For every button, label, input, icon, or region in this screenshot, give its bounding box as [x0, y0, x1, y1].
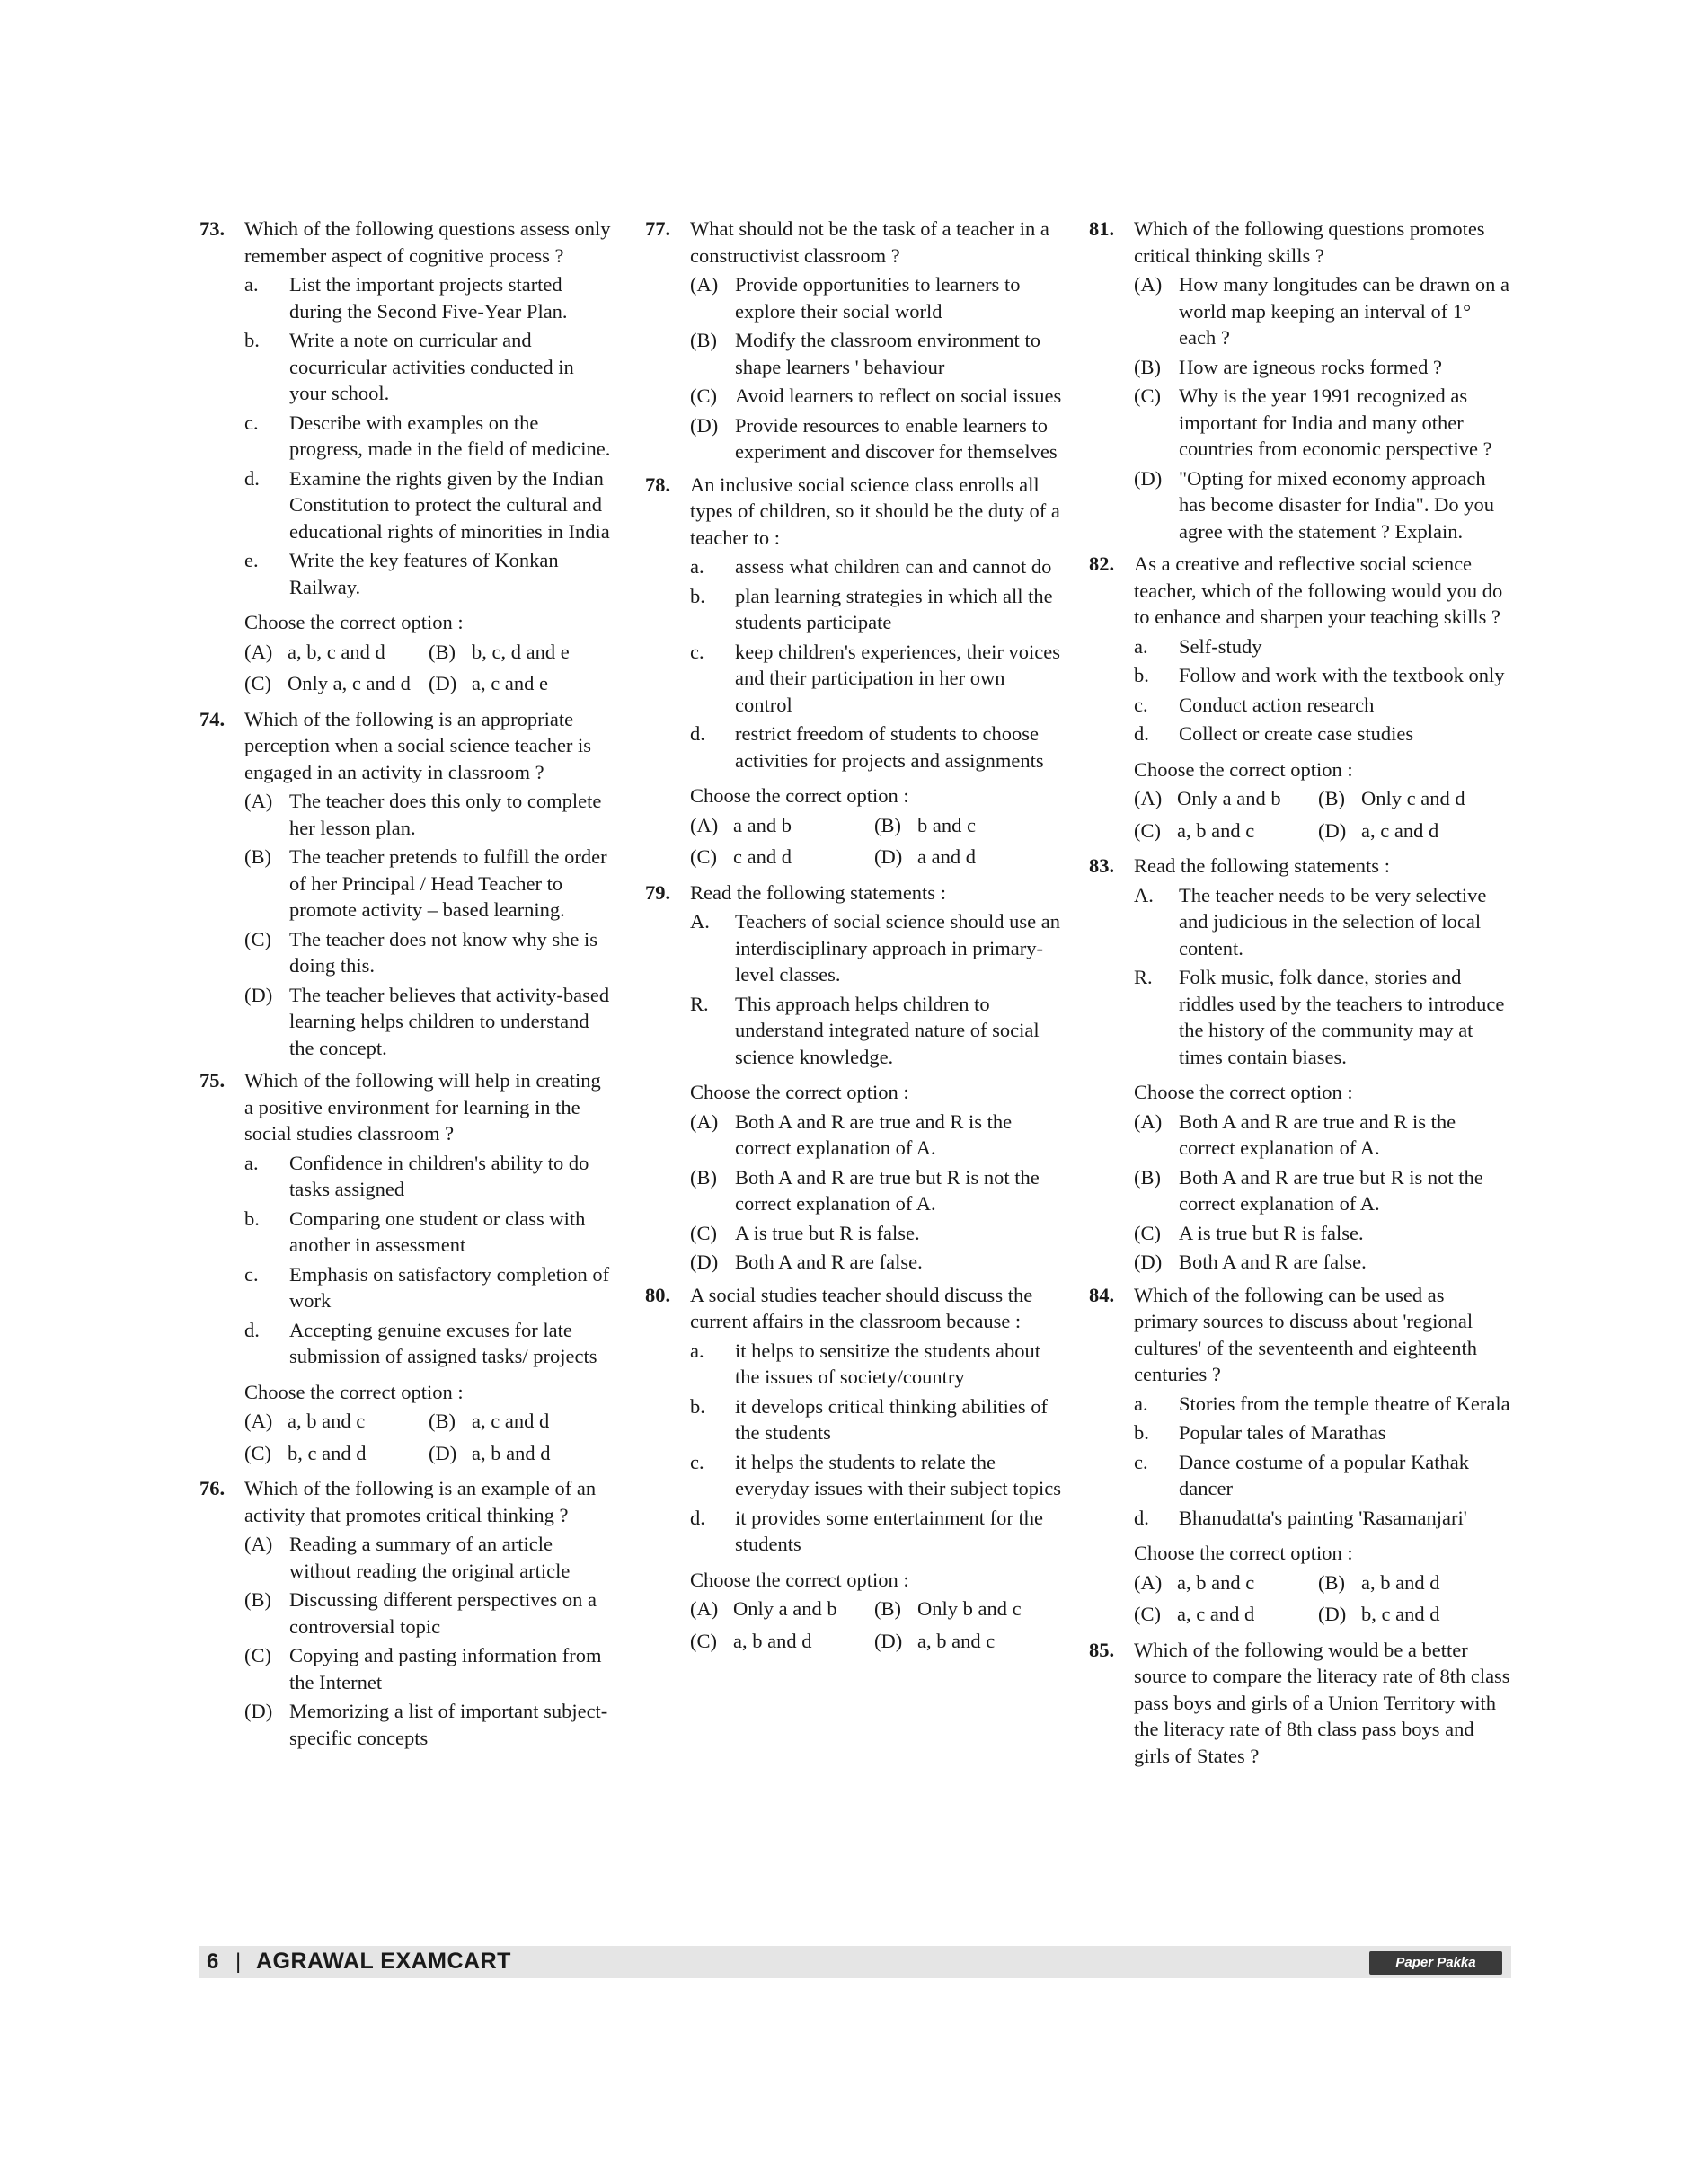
question-number: 82. — [1089, 553, 1115, 575]
answer-option: (D) Memorizing a list of important subject-specific concepts — [244, 1700, 608, 1749]
question-text: What should not be the task of a teacher in a constructivist classroom ? — [690, 217, 1049, 267]
list-item: c. Dance costume of a popular Kathak dancer — [1134, 1450, 1469, 1499]
answer-option: (C) A is true but R is false. — [690, 1221, 920, 1244]
list-item: b. it develops critical thinking abilities of the students — [690, 1394, 1049, 1444]
list-item: c. Emphasis on satisfactory completion of work — [244, 1262, 610, 1312]
question-74 — [199, 706, 615, 1065]
option: (B) b and c — [874, 813, 976, 836]
list-item: d. Collect or create case studies — [1134, 722, 1414, 745]
tagline-badge: Paper Pakka Fasega! — [1369, 1951, 1502, 1975]
list-item: d. Examine the rights given by the Indian Constitution to protect the cultural and educational rights of minorities in India — [244, 466, 610, 543]
question-text: Which of the following can be used as primary sources to discuss about 'regional cultures' of the seventeenth and eighteenth centuries ? — [1134, 1283, 1478, 1385]
brand-logo: AGRAWAL EXAMCART — [256, 1949, 511, 1974]
question-number: 85. — [1089, 1638, 1115, 1661]
question-75 — [199, 1067, 615, 1472]
answer-option: (B) Modify the classroom environment to shape learners ' behaviour — [690, 329, 1040, 378]
question-85 — [1089, 1637, 1511, 1772]
option-row — [690, 1596, 1063, 1622]
list-item: a. it helps to sensitize the students about the issues of society/country — [690, 1339, 1040, 1388]
answer-option: (C) Why is the year 1991 recognized as important for India and many other countries from economic perspective ? — [1134, 385, 1492, 460]
answer-option: (B) How are igneous rocks formed ? — [1134, 355, 1443, 378]
answer-option: (A) How many longitudes can be drawn on a world map keeping an interval of 1° each ? — [1134, 273, 1510, 349]
list-item: a. Stories from the temple theatre of Kerala — [1134, 1392, 1510, 1415]
list-item: a. Self-study — [1134, 634, 1262, 658]
list-item: a. List the important projects started during the Second Five-Year Plan. — [244, 273, 568, 323]
option: (B) a, b and d — [1318, 1570, 1440, 1594]
option-row — [690, 844, 1063, 871]
list-item: c. Describe with examples on the progress, made in the field of medicine. — [244, 411, 611, 460]
question-82 — [1089, 551, 1511, 849]
question-81 — [1089, 216, 1511, 547]
question-number: 79. — [645, 880, 671, 904]
option: (B) Only c and d — [1318, 787, 1465, 809]
option: (A) Only a and b — [690, 1597, 837, 1620]
answer-option: (C) Copying and pasting information from the Internet — [244, 1644, 602, 1693]
option: (C) b, c and d — [244, 1441, 367, 1464]
option: (A) a, b and c — [244, 1410, 366, 1432]
answer-option: (A) The teacher does this only to complete her lesson plan. — [244, 790, 602, 839]
question-number: 81. — [1089, 217, 1115, 240]
question-text: Which of the following questions assess only remember aspect of cognitive process ? — [244, 217, 611, 267]
list-item: d. Accepting genuine excuses for late submission of assigned tasks/ projects — [244, 1318, 597, 1367]
answer-option: (A) Both A and R are true and R is the correct explanation of A. — [1134, 1109, 1456, 1159]
column-2 — [645, 216, 1063, 1663]
question-number: 80. — [645, 1283, 671, 1306]
list-item: b. plan learning strategies in which all the students participate — [690, 584, 1053, 633]
footer-separator: | — [235, 1949, 242, 1974]
question-text: Which of the following questions promotes critical thinking skills ? — [1134, 217, 1485, 267]
option: (D) b, c and d — [1318, 1603, 1440, 1625]
question-text: Read the following statements : — [690, 880, 946, 904]
option: (A) a and b — [690, 813, 792, 836]
option: (D) a, c and e — [429, 672, 548, 694]
choose-instruction: Choose the correct option : — [690, 1568, 909, 1591]
question-number: 84. — [1089, 1283, 1115, 1306]
statement: R. This approach helps children to understand integrated nature of social science knowledge. — [690, 992, 1040, 1068]
question-78 — [645, 472, 1063, 876]
option: (B) Only b and c — [874, 1597, 1022, 1620]
answer-option: (A) Both A and R are true and R is the correct explanation of A. — [690, 1109, 1013, 1159]
choose-instruction: Choose the correct option : — [1134, 1542, 1353, 1564]
statement: A. The teacher needs to be very selective and judicious in the selection of local content. — [1134, 883, 1487, 959]
choose-instruction: Choose the correct option : — [244, 1380, 464, 1403]
question-text: As a creative and reflective social science teacher, which of the following would you do to enhance and sharpen your teaching skills ? — [1134, 553, 1503, 628]
list-item: b. Popular tales of Marathas — [1134, 1421, 1386, 1444]
option-row — [1134, 1601, 1511, 1628]
answer-option: (D) Provide resources to enable learners to experiment and discover for themselves — [690, 413, 1058, 463]
answer-option: (D) The teacher believes that activity-based learning helps children to understand the concept. — [244, 983, 610, 1059]
list-item: c. Conduct action research — [1134, 693, 1375, 716]
statement: R. Folk music, folk dance, stories and riddles used by the teachers to introduce the history of the community may at times contain biases. — [1134, 966, 1505, 1068]
list-item: d. restrict freedom of students to choose activities for projects and assignments — [690, 722, 1044, 772]
answer-option: (D) "Opting for mixed economy approach has become disaster for India". Do you agree with the statement ? Explain. — [1134, 466, 1494, 543]
answer-option: (B) Both A and R are true but R is not the correct explanation of A. — [690, 1165, 1040, 1215]
option: (C) c and d — [690, 845, 792, 868]
option-row — [244, 639, 615, 666]
column-3 — [1089, 216, 1511, 1775]
question-number: 83. — [1089, 854, 1115, 877]
option-row — [1134, 1569, 1511, 1596]
option: (B) a, c and d — [429, 1410, 550, 1432]
question-83 — [1089, 853, 1511, 1278]
option: (B) b, c, d and e — [429, 640, 570, 663]
column-1 — [199, 216, 615, 1757]
question-76 — [199, 1475, 615, 1754]
choose-instruction: Choose the correct option : — [690, 1081, 909, 1103]
list-item: e. Write the key features of Konkan Railway. — [244, 549, 559, 598]
option-row — [244, 1408, 615, 1435]
statement: A. Teachers of social science should use an interdisciplinary approach in primary-level classes. — [690, 910, 1061, 986]
question-text: Which of the following would be a better source to compare the literacy rate of 8th class pass boys and girls of a Union Territory with the literacy rate of 8th class pass boys and girls of States ? — [1134, 1638, 1510, 1767]
question-number: 76. — [199, 1477, 226, 1499]
question-text: Which of the following will help in creating a positive environment for learning in the social studies classroom ? — [244, 1069, 601, 1145]
list-item: b. Follow and work with the textbook only — [1134, 664, 1505, 686]
option: (C) Only a, c and d — [244, 672, 411, 694]
option-row — [244, 670, 615, 697]
question-text: Read the following statements : — [1134, 854, 1390, 877]
question-text: An inclusive social science class enrolls all types of children, so it should be the duty of a teacher to : — [690, 473, 1060, 549]
choose-instruction: Choose the correct option : — [690, 784, 909, 807]
answer-option: (C) A is true but R is false. — [1134, 1221, 1364, 1244]
option-row — [690, 1628, 1063, 1655]
choose-instruction: Choose the correct option : — [244, 611, 464, 633]
answer-option: (D) Both A and R are false. — [1134, 1251, 1367, 1273]
question-text: A social studies teacher should discuss the current affairs in the classroom because : — [690, 1283, 1033, 1332]
answer-option: (B) Both A and R are true but R is not the correct explanation of A. — [1134, 1165, 1483, 1215]
list-item: d. it provides some entertainment for the students — [690, 1506, 1044, 1555]
option: (C) a, c and d — [1134, 1603, 1255, 1625]
option: (A) Only a and b — [1134, 787, 1281, 809]
option: (A) a, b and c — [1134, 1570, 1255, 1594]
option: (C) a, b and c — [1134, 818, 1255, 842]
choose-instruction: Choose the correct option : — [1134, 1081, 1353, 1103]
question-number: 75. — [199, 1069, 226, 1092]
option-row — [690, 812, 1063, 839]
question-84 — [1089, 1282, 1511, 1633]
answer-option: (B) Discussing different perspectives on a controversial topic — [244, 1588, 597, 1638]
answer-option: (D) Both A and R are false. — [690, 1251, 923, 1273]
answer-option: (A) Reading a summary of an article without reading the original article — [244, 1533, 571, 1582]
answer-option: (C) The teacher does not know why she is doing this. — [244, 927, 598, 977]
option: (D) a, b and d — [429, 1441, 551, 1464]
option-row — [1134, 818, 1511, 844]
option-row — [244, 1440, 615, 1467]
page-number: 6 — [207, 1949, 219, 1974]
question-number: 78. — [645, 473, 671, 496]
option: (C) a, b and d — [690, 1629, 812, 1652]
list-item: c. it helps the students to relate the everyday issues with their subject topics — [690, 1450, 1062, 1499]
option: (A) a, b, c and d — [244, 640, 385, 663]
question-number: 74. — [199, 707, 226, 730]
list-item: c. keep children's experiences, their voices and their participation in her own control — [690, 640, 1061, 716]
option: (D) a, b and c — [874, 1629, 996, 1652]
question-77 — [645, 216, 1063, 468]
answer-option: (A) Provide opportunities to learners to explore their social world — [690, 273, 1021, 323]
list-item: d. Bhanudatta's painting 'Rasamanjari' — [1134, 1506, 1467, 1529]
question-number: 77. — [645, 217, 671, 240]
answer-option: (B) The teacher pretends to fulfill the order of her Principal / Head Teacher to promote activity – based learning. — [244, 845, 607, 921]
question-text: Which of the following is an appropriate perception when a social science teacher is engaged in an activity in classroom ? — [244, 707, 592, 783]
question-73 — [199, 216, 615, 703]
question-text: Which of the following is an example of an activity that promotes critical thinking ? — [244, 1477, 597, 1526]
list-item: a. Confidence in children's ability to do tasks assigned — [244, 1151, 589, 1200]
choose-instruction: Choose the correct option : — [1134, 757, 1353, 781]
option: (D) a and d — [874, 845, 976, 868]
answer-option: (C) Avoid learners to reflect on social issues — [690, 385, 1062, 407]
question-79 — [645, 880, 1063, 1278]
list-item: a. assess what children can and cannot do — [690, 555, 1052, 578]
question-number: 73. — [199, 217, 226, 240]
option-row — [1134, 785, 1511, 812]
list-item: b. Write a note on curricular and cocurricular activities conducted in your school. — [244, 329, 574, 404]
list-item: b. Comparing one student or class with another in assessment — [244, 1207, 586, 1256]
question-80 — [645, 1282, 1063, 1660]
option: (D) a, c and d — [1318, 818, 1439, 842]
